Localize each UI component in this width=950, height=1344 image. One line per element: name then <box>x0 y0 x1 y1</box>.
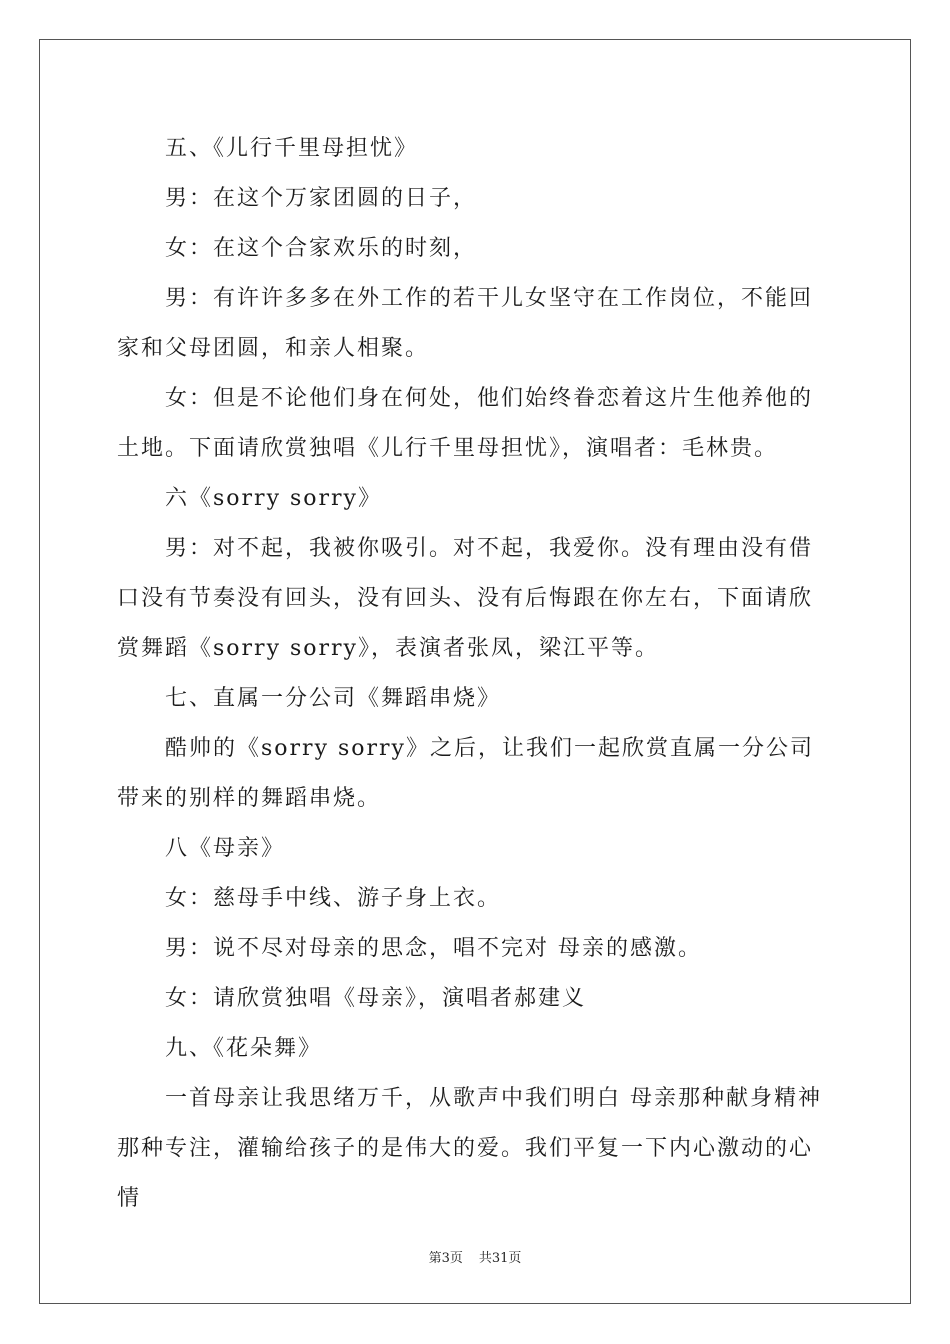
document-body <box>117 124 833 1224</box>
section-heading: 七、直属一分公司《舞蹈串烧》 <box>165 686 502 711</box>
dialogue-line: 女：但是不论他们身在何处，他们始终眷恋着这片生他养他的土地。下面请欣赏独唱《儿行千里母担忧》，演唱者：毛林贵。 <box>117 386 814 461</box>
page-footer <box>0 1247 950 1266</box>
page-total: 共31页 <box>478 1251 522 1266</box>
section-heading: 八《母亲》 <box>165 836 286 861</box>
dialogue-line: 男：在这个万家团圆的日子， <box>165 186 478 211</box>
section-heading: 六《sorry sorry》 <box>165 486 382 511</box>
dialogue-line: 男：有许许多多在外工作的若干儿女坚守在工作岗位，不能回家和父母团圆，和亲人相聚。 <box>117 286 814 361</box>
dialogue-line: 女：慈母手中线、游子身上衣。 <box>165 886 502 911</box>
body-paragraph: 酷帅的《sorry sorry》之后，让我们一起欣赏直属一分公司带来的别样的舞蹈串烧。 <box>117 736 814 811</box>
page-number: 第3页 <box>428 1251 463 1266</box>
dialogue-line: 男：对不起，我被你吸引。对不起，我爱你。没有理由没有借口没有节奏没有回头，没有回头、没有后悔跟在你左右，下面请欣赏舞蹈《sorry sorry》，表演者张凤，梁江平等。 <box>117 536 814 661</box>
body-paragraph: 一首母亲让我思绪万千，从歌声中我们明白 母亲那种献身精神那种专注，灌输给孩子的是伟大的爱。我们平复一下内心激动的心情 <box>117 1086 822 1211</box>
dialogue-line: 男：说不尽对母亲的思念，唱不完对 母亲的感激。 <box>165 936 702 961</box>
dialogue-line: 女：请欣赏独唱《母亲》，演唱者郝建义 <box>165 986 587 1011</box>
dialogue-line: 女：在这个合家欢乐的时刻， <box>165 236 478 261</box>
section-heading: 九、《花朵舞》 <box>165 1036 323 1061</box>
section-heading: 五、《儿行千里母担忧》 <box>165 136 419 161</box>
